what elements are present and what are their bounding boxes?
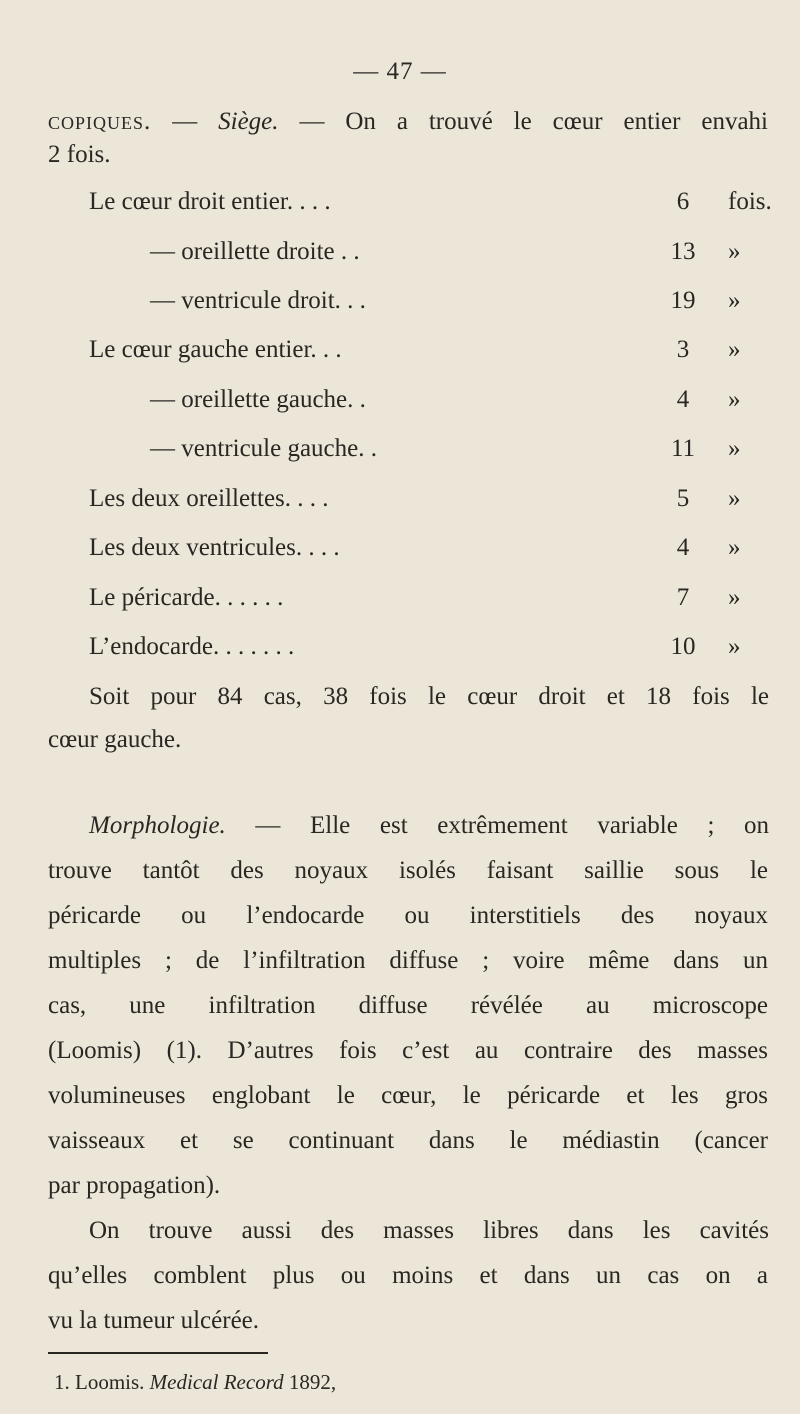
- row-value: 6: [676, 188, 690, 215]
- row-unit: »: [728, 485, 741, 512]
- morphology-line: péricarde ou l’endocarde ou interstitiels des noyaux: [48, 902, 768, 929]
- summary-line-1: Soit pour 84 cas, 38 fois le cœur droit et 18 fois le: [89, 683, 769, 710]
- morphology-line: par propagation).: [48, 1172, 221, 1199]
- morphology-line: cas, une infiltration diffuse révélée au microscope: [48, 992, 768, 1019]
- morphology-text: — Elle est extrêmement variable ; on: [225, 812, 769, 839]
- row-value: 7: [676, 584, 690, 611]
- row-value: 5: [676, 485, 690, 512]
- morphology-line: qu’elles comblent plus ou moins et dans un cas on a: [48, 1262, 768, 1289]
- row-unit: »: [728, 534, 741, 561]
- row-label: L’endocarde. . . . . . .: [89, 633, 295, 660]
- intro-heading: Siège.: [218, 108, 279, 135]
- page-number: — 47 —: [353, 58, 447, 85]
- row-unit: »: [728, 584, 741, 611]
- morphology-line: trouve tantôt des noyaux isolés faisant saillie sous le: [48, 857, 768, 884]
- row-unit: »: [728, 238, 741, 265]
- row-value: 11: [670, 435, 696, 462]
- footnote-suffix: 1892,: [283, 1370, 337, 1394]
- row-label: Le cœur gauche entier. . .: [89, 336, 342, 363]
- intro-dash: —: [151, 108, 219, 135]
- row-unit: »: [728, 386, 741, 413]
- row-value: 3: [676, 336, 690, 363]
- morphology-line: multiples ; de l’infiltration diffuse ; voire même dans un: [48, 947, 768, 974]
- row-unit: »: [728, 336, 741, 363]
- row-unit: »: [728, 633, 741, 660]
- morphology-heading: Morphologie.: [89, 812, 226, 839]
- footnote-source: Medical Record: [149, 1370, 284, 1394]
- row-value: 10: [670, 633, 696, 660]
- row-label: — ventricule gauche. .: [150, 435, 377, 462]
- morphology-line-1: [89, 812, 769, 840]
- summary-line-2: cœur gauche.: [48, 726, 182, 753]
- row-label: Les deux ventricules. . . .: [89, 534, 340, 561]
- morphology-line: vu la tumeur ulcérée.: [48, 1307, 260, 1334]
- row-value: 13: [670, 238, 696, 265]
- intro-rest: — On a trouvé le cœur entier envahi: [278, 108, 768, 135]
- row-value: 19: [670, 287, 696, 314]
- morphology-line: On trouve aussi des masses libres dans les cavités: [89, 1217, 769, 1244]
- footnote-prefix: 1. Loomis.: [54, 1370, 150, 1394]
- footnote-rule: [48, 1352, 268, 1354]
- morphology-line: volumineuses englobant le cœur, le péricarde et les gros: [48, 1082, 768, 1109]
- row-label: — oreillette gauche. .: [150, 386, 366, 413]
- row-label: Le péricarde. . . . . .: [89, 584, 284, 611]
- footnote: [54, 1370, 336, 1395]
- row-unit: »: [728, 287, 741, 314]
- row-label: Les deux oreillettes. . . .: [89, 485, 329, 512]
- morphology-line: (Loomis) (1). D’autres fois c’est au contraire des masses: [48, 1037, 768, 1064]
- row-label: Le cœur droit entier. . . .: [89, 188, 331, 215]
- morphology-line: vaisseaux et se continuant dans le médiastin (cancer: [48, 1127, 768, 1154]
- intro-line-1: [48, 108, 768, 136]
- row-value: 4: [676, 386, 690, 413]
- row-label: — ventricule droit. . .: [150, 287, 366, 314]
- row-label: — oreillette droite . .: [150, 238, 360, 265]
- intro-prefix: copiques.: [48, 108, 152, 135]
- row-value: 4: [676, 534, 690, 561]
- intro-line-2: 2 fois.: [48, 141, 111, 168]
- row-unit: fois.: [728, 188, 772, 215]
- row-unit: »: [728, 435, 741, 462]
